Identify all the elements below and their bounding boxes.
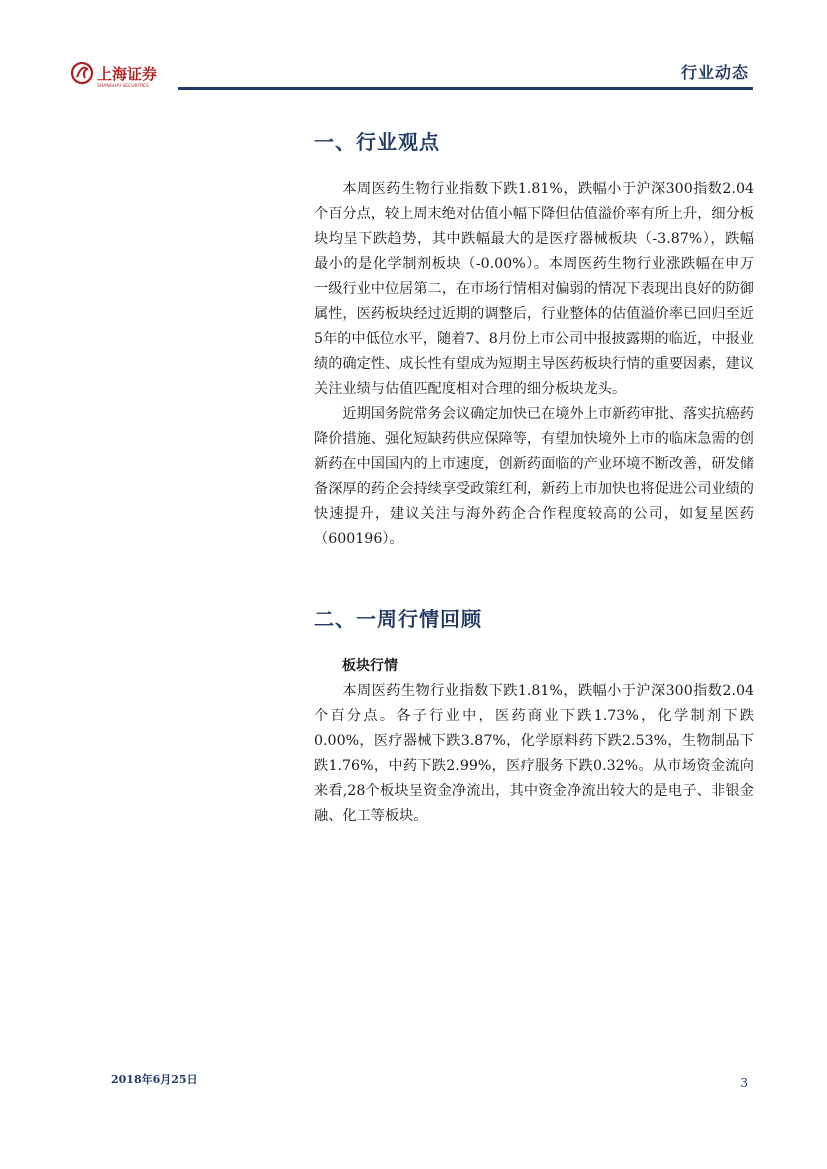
subsection-title-sector-market: 板块行情 — [342, 658, 398, 674]
company-logo — [70, 60, 175, 88]
logo-subtext: SHANGHAI SECURITIES — [97, 84, 149, 88]
paragraph: 近期国务院常务会议确定加快已在境外上市新药审批、落实抗癌药降价措施、强化短缺药供应保障等，有望加快境外上市的临床急需的创新药在中国国内的上市速度，创新药面临的产业环境不断改善，研发储备深厚的药企会持续享受政策红利，新药上市加快也将促进公司业绩的快速提升，建议关注与海外药企合作程度较高的公司，如复星医药（600196）。 — [314, 406, 754, 547]
header-divider — [178, 87, 753, 90]
section-title-weekly-review: 二、一周行情回顾 — [314, 607, 482, 631]
paragraph: 本周医药生物行业指数下跌1.81%，跌幅小于沪深300指数2.04个百分点。各子行业中，医药商业下跌1.73%，化学制剂下跌0.00%，医疗器械下跌3.87%，化学原料药下跌2.53%，生物制品下跌1.76%，中药下跌2.99%，医疗服务下跌0.32%。从市场资金流向来看,28个板块呈资金净流出，其中资金净流出较大的是电子、非银金融、化工等板块。 — [314, 683, 754, 824]
section-title-industry-view: 一、行业观点 — [314, 130, 440, 154]
page-number: 3 — [740, 1076, 748, 1090]
document-category-title: 行业动态 — [680, 63, 749, 82]
logo-text: 上海证券 — [97, 65, 158, 83]
section2-body — [314, 679, 754, 829]
section1-body — [314, 177, 754, 552]
report-date: 2018年6月25日 — [111, 1073, 198, 1086]
paragraph: 本周医药生物行业指数下跌1.81%，跌幅小于沪深300指数2.04个百分点，较上周末绝对估值小幅下降但估值溢价率有所上升，细分板块均呈下跌趋势，其中跌幅最大的是医疗器械板块（-3.87%），跌幅最小的是化学制剂板块（-0.00%）。本周医药生物行业涨跌幅在申万一级行业中位居第二，在市场行情相对偏弱的情况下表现出良好的防御属性，医药板块经过近期的调整后，行业整体的估值溢价率已回归至近5年的中低位水平，随着7、8月份上市公司中报披露期的临近，中报业绩的确定性、成长性有望成为短期主导医药板块行情的重要因素，建议关注业绩与估值匹配度相对合理的细分板块龙头。 — [314, 181, 754, 397]
